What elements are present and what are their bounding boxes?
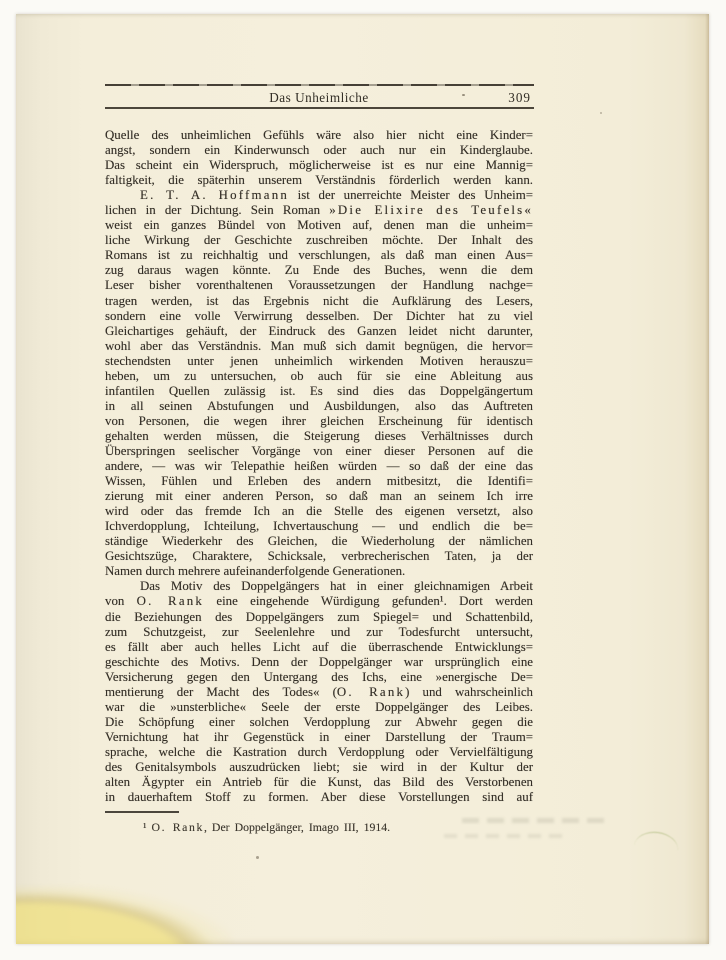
text-segment: faltigkeit, die späterhin unserem Verständnis förderlich werden kann. [105, 173, 533, 188]
text-line [105, 745, 533, 760]
text-line [105, 429, 533, 444]
text-segment: sondern eine volle Verwirrung desselben. Der Dichter hat zu viel [105, 308, 533, 323]
text-segment: ¹ [143, 820, 152, 834]
text-line [105, 128, 533, 143]
text-segment: infantilen Quellen zulässig ist. Es sind dies das Doppelgängertum [105, 383, 533, 398]
text-segment: Gleichartiges gehäuft, der Eindruck des Ganzen leidet nicht darunter, [105, 323, 533, 338]
text-segment: in dauerhaftem Stoff zu formen. Aber diese Vorstellungen sind auf [105, 790, 533, 805]
text-segment: tragen werden, ist das Ergebnis nicht die Aufklärung des Lesers, [105, 293, 533, 308]
text-line [105, 610, 533, 625]
header-rule-top [105, 84, 534, 86]
text-line [105, 730, 533, 745]
footnote-text [143, 820, 390, 834]
text-segment: von Personen, die wegen ihrer gleichen Erscheinung für identisch [105, 413, 533, 428]
text-line [105, 594, 533, 609]
text-line [105, 579, 533, 594]
text-segment: O. Rank [151, 820, 205, 834]
text-line [105, 233, 533, 248]
text-segment: Namen durch mehrere aufeinanderfolgende Generationen. [105, 564, 406, 579]
text-segment: Gesichtszüge, Charaktere, Schicksale, verbrecherischen Taten, ja der [105, 549, 533, 564]
text-segment: ständige Wiederkehr des Gleichen, die Wiederholung der nämlichen [105, 534, 533, 549]
text-line [105, 685, 533, 700]
running-header [105, 89, 533, 106]
text-line [105, 143, 533, 158]
text-line [105, 549, 533, 564]
text-line [105, 248, 533, 263]
text-line [105, 203, 533, 218]
text-segment: Wissen, Fühlen und Erleben des andern mitbesitzt, die Identifi= [105, 474, 533, 489]
text-segment: Romans ist zu reichhaltig und verschlungen, als daß man einen Aus= [105, 248, 533, 263]
text-line [105, 339, 533, 354]
text-line [105, 399, 533, 414]
text-segment: Versicherung gegen den Untergang des Ichs, eine »energische De= [105, 669, 533, 684]
text-segment: lichen in der Dichtung. Sein Roman [105, 203, 330, 218]
text-segment: weist ein ganzes Bündel von Motiven auf, denen man die unheim= [105, 218, 533, 233]
text-segment: zierung mit einer anderen Person, so daß man an seinem Ich irre [105, 489, 533, 504]
text-line [105, 294, 533, 309]
paragraph [105, 128, 533, 188]
text-segment: angst, sondern ein Kinderwunsch oder auch nur ein Kinderglaube. [105, 143, 533, 158]
text-line [105, 670, 533, 685]
text-segment: O. Rank [136, 594, 205, 609]
text-segment: des Genitalsymbols auszudrücken liebt; sie wird in der Kultur der [105, 759, 533, 774]
text-segment: »Die Elixire des Teufels« [329, 203, 534, 218]
text-line [105, 309, 533, 324]
text-line [105, 414, 533, 429]
text-segment: eine eingehende Würdigung gefunden¹. Dort werden [204, 594, 534, 609]
page-sheet [16, 14, 709, 944]
text-segment: , Der Doppelgänger, Imago III, 1914. [204, 820, 391, 834]
text-line [105, 459, 533, 474]
text-line [105, 384, 533, 399]
text-line [105, 444, 533, 459]
text-segment: die Beziehungen des Doppelgängers zum Spiegel= und Schattenbild, [105, 609, 533, 624]
body-text [105, 128, 533, 805]
text-line [105, 760, 533, 775]
text-segment: wohl aber das Verständnis. Man muß sich damit begnügen, die hervor= [105, 338, 533, 353]
header-title: Das Unheimliche [269, 90, 369, 105]
text-segment: in all seinen Abstufungen und Ausbildungen, also das Auftreten [105, 398, 533, 413]
text-line [105, 173, 533, 188]
text-segment: war die »unsterbliche« Seele der erste Doppelgänger des Leibes. [105, 699, 533, 714]
show-through-mark [444, 834, 562, 838]
text-segment: E. T. A. Hoffmann [140, 188, 289, 203]
text-segment: mentierung der Macht des Todes« ( [105, 684, 337, 699]
paper-stain [16, 886, 232, 944]
text-segment: O. Rank [336, 684, 406, 699]
text-line [105, 278, 533, 293]
text-line [105, 489, 533, 504]
text-segment: zum Schutzgeist, zur Seelenlehre und zur Todesfurcht untersucht, [105, 624, 533, 639]
text-segment: liche Wirkung der Geschichte zuschreiben möchte. Der Inhalt des [105, 233, 533, 248]
footnote-separator [105, 811, 179, 813]
text-line [105, 474, 533, 489]
ink-speck [600, 112, 602, 114]
text-segment: Das scheint ein Widerspruch, möglicherweise ist es nur eine Mannig= [105, 158, 533, 173]
text-segment: stechendsten unter jenen unheimlich wirkenden Motiven herauszu= [105, 353, 533, 368]
header-rule-bottom [105, 107, 534, 109]
text-line [105, 324, 533, 339]
text-line [105, 534, 533, 549]
text-segment: Ichverdopplung, Ichteilung, Ichvertauschung — und endlich die be= [105, 519, 533, 534]
text-segment: andere, — was wir Telepathie heißen würden — so daß der eine das [105, 459, 533, 474]
text-line [105, 790, 533, 805]
ink-speck [462, 94, 465, 96]
text-segment: Überspringen seelischer Vorgänge von einer dieser Personen auf die [105, 443, 533, 458]
text-line [105, 775, 533, 790]
page-number: 309 [508, 90, 531, 105]
ink-speck [256, 856, 259, 859]
show-through-mark [462, 818, 612, 823]
text-segment: geschichte des Motivs. Denn der Doppelgänger war ursprünglich eine [105, 654, 533, 669]
paragraph [105, 579, 533, 805]
text-segment: Das Motiv des Doppelgängers hat in einer gleichnamigen Arbeit [140, 579, 533, 594]
text-line [105, 369, 533, 384]
text-segment: Die Schöpfung einer solchen Verdopplung zur Abwehr gegen die [105, 714, 533, 729]
text-line [105, 564, 533, 579]
text-line [105, 519, 533, 534]
text-line [105, 158, 533, 173]
text-segment: ist der unerreichte Meister des Unheim= [289, 188, 534, 203]
text-line [105, 715, 533, 730]
text-line [105, 655, 533, 670]
text-segment: Leser bisher vorenthaltenen Voraussetzungen der Handlung nachge= [105, 278, 533, 293]
text-line [105, 625, 533, 640]
text-line [105, 354, 533, 369]
text-segment: heben, um zu untersuchen, ob auch für sie eine Ableitung aus [105, 368, 533, 383]
text-segment: es fällt aber auch helles Licht auf die überraschende Entwicklungs= [105, 639, 533, 654]
text-line [105, 263, 533, 278]
text-segment: wird oder das fremde Ich an die Stelle des eigenen versetzt, also [105, 504, 533, 519]
text-segment: von [105, 594, 137, 609]
paragraph [105, 188, 533, 579]
text-segment: Vernichtung hat ihr Gegenstück in einer Darstellung der Traum= [105, 729, 533, 744]
text-line [105, 218, 533, 233]
text-line [105, 188, 533, 203]
text-segment: sprache, welche die Kastration durch Verdopplung oder Vervielfältigung [105, 744, 533, 759]
text-line [105, 504, 533, 519]
text-line [105, 640, 533, 655]
text-segment: Quelle des unheimlichen Gefühls wäre also hier nicht eine Kinder= [105, 128, 533, 142]
text-line [105, 700, 533, 715]
text-segment: alten Ägypter ein Antrieb für die Kunst, das Bild des Verstorbenen [105, 775, 533, 790]
text-segment: gehalten werden müssen, die Steigerung dieses Verhältnisses durch [105, 428, 533, 443]
pencil-mark [634, 829, 680, 850]
text-segment: zug daraus wagen könnte. Zu Ende des Buches, wenn die dem [105, 263, 533, 278]
text-segment: ) und wahrscheinlich [405, 684, 533, 699]
